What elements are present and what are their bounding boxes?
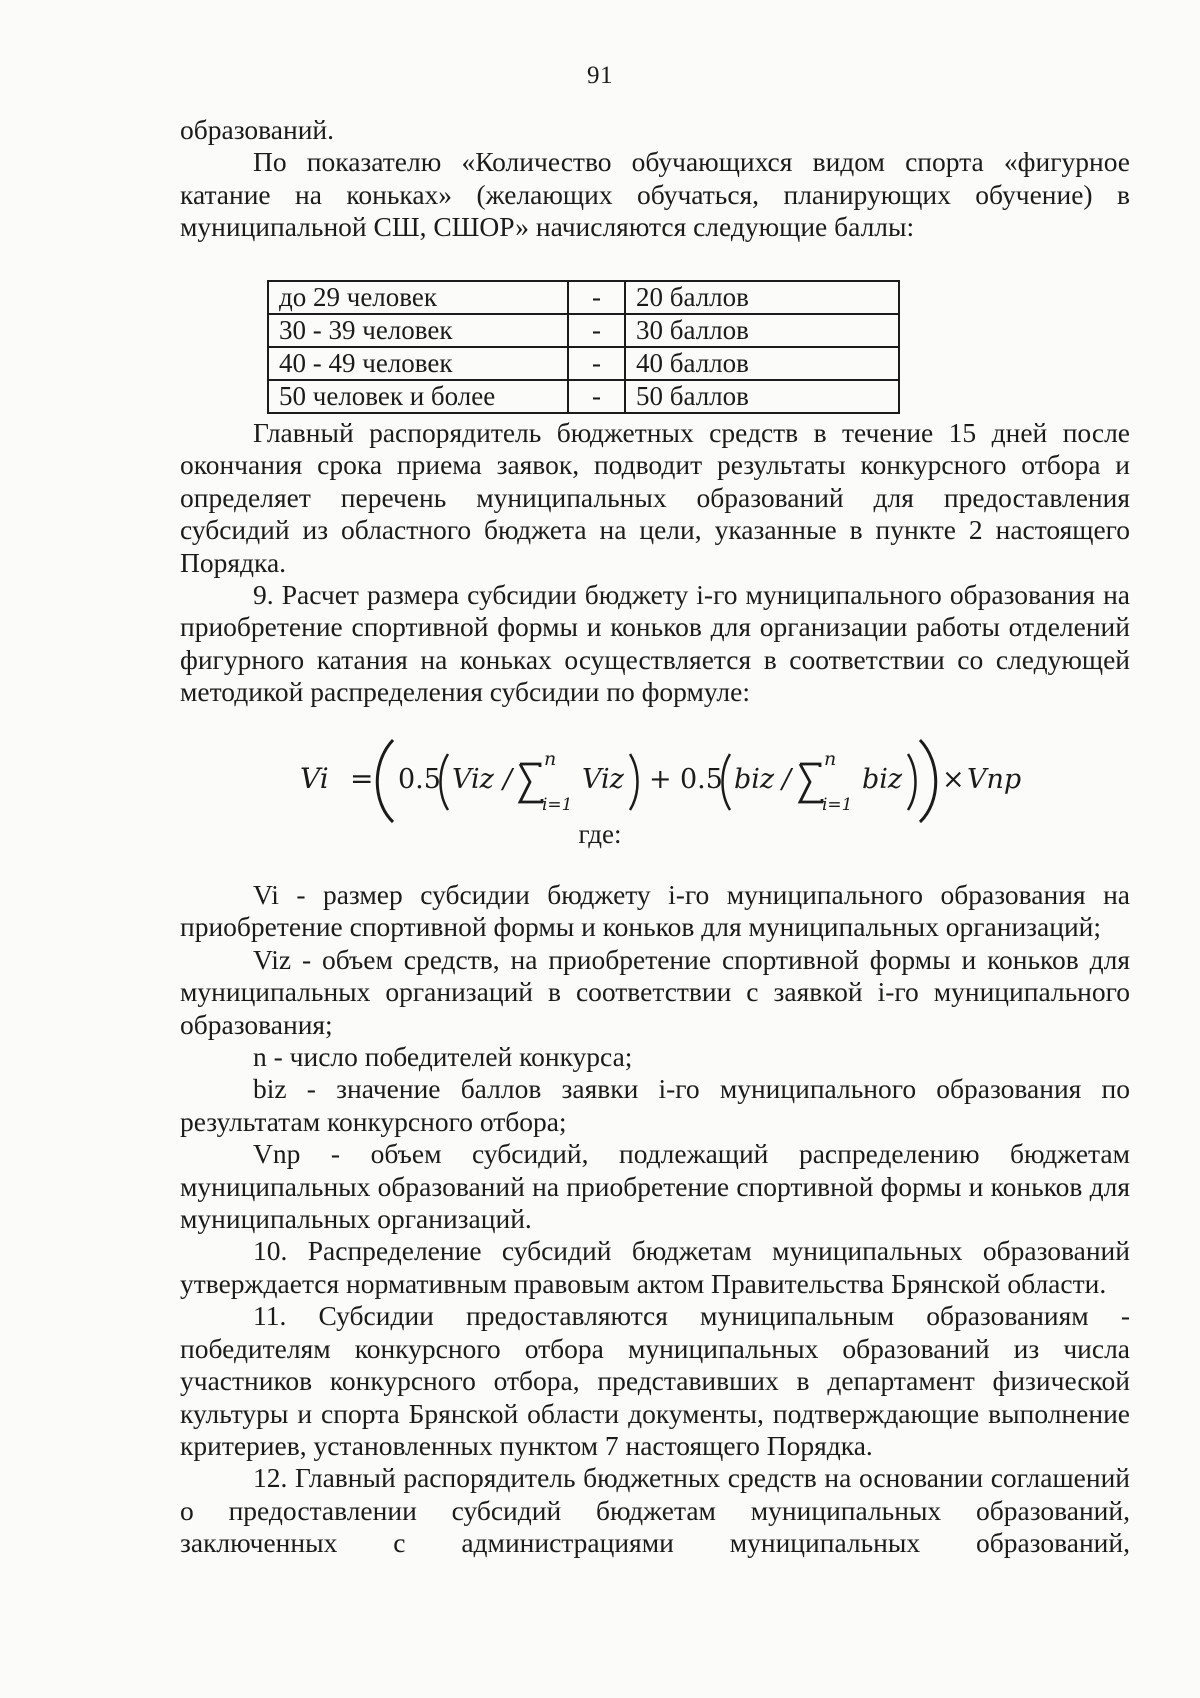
subsidy-formula — [300, 732, 1020, 818]
formula-sum-lower-1: i=1 — [542, 795, 573, 815]
formula-times: × — [942, 764, 965, 795]
formula-slash-1: / — [503, 764, 513, 795]
definition-vi: Vi - размер субсидии бюджету i-го муниципального образования на приобретение спортивной формы и коньков для муниципальных организаций; — [180, 879, 1130, 943]
paragraph-indicator: По показателю «Количество обучающихся видом спорта «фигурное катание на коньках» (желающих обучаться, планирующих обучение) в муниципальной СШ, СШОР» начисляются следующие баллы: — [180, 146, 1130, 243]
formula-equals: = — [350, 762, 374, 795]
score-table — [267, 280, 900, 414]
text-block-definitions — [180, 879, 1130, 1560]
paragraph-11: 11. Субсидии предоставляются муниципальным образованиям - победителям конкурсного отбора муниципальных образований из числа участников конкурсного отбора, представивших в департамент физической культуры и спорта Брянской области документы, подтверждающие выполнение критериев, установленных пунктом 7 настоящего Порядка. — [180, 1300, 1130, 1461]
table-cell-range: 40 - 49 человек — [268, 347, 568, 380]
page-number: 91 — [587, 62, 613, 89]
table-cell-dash: - — [568, 380, 625, 413]
formula-term1-den: Viz — [582, 764, 624, 795]
paragraph-intro-end: образований. — [180, 114, 335, 145]
definition-biz: biz - значение баллов заявки i-го муниципального образования по результатам конкурсного отбора; — [180, 1073, 1130, 1137]
paragraph-main-distributor: Главный распорядитель бюджетных средств в течение 15 дней после окончания срока приема заявок, подводит результаты конкурсного отбора и определяет перечень муниципальных образований для предоставления субсидий из областного бюджета на цели, указанные в пункте 2 настоящего Порядка. — [180, 417, 1130, 578]
table-cell-score: 30 баллов — [625, 314, 899, 347]
inner-left-paren-2 — [723, 754, 731, 810]
text-block-middle — [180, 417, 1130, 709]
paragraph-12: 12. Главный распорядитель бюджетных средств на основании соглашений о предоставлении субсидий бюджетам муниципальных образований, заключенных с администрациями муниципальных образований, — [180, 1462, 1130, 1559]
formula-svg — [300, 732, 1020, 822]
table-cell-range: 50 человек и более — [268, 380, 568, 413]
formula-sum-upper-2: n — [824, 748, 837, 770]
table-cell-score: 50 баллов — [625, 380, 899, 413]
text-block-top — [180, 114, 1130, 244]
outer-right-paren — [920, 740, 936, 822]
sum-icon — [520, 764, 542, 802]
formula-lhs: Vi — [300, 762, 329, 795]
table-cell-range: 30 - 39 человек — [268, 314, 568, 347]
definition-n: n - число победителей конкурса; — [253, 1041, 633, 1073]
formula-term2-den: biz — [862, 764, 903, 795]
where-label: где: — [578, 819, 622, 849]
table-cell-score: 20 баллов — [625, 281, 899, 314]
table-cell-dash: - — [568, 281, 625, 314]
formula-term2-num: biz — [734, 764, 775, 795]
table-cell-score: 40 баллов — [625, 347, 899, 380]
table-row — [268, 380, 899, 413]
definition-vnp: Vnp - объем субсидий, подлежащий распределению бюджетам муниципальных образований на приобретение спортивной формы и коньков для муниципальных организаций. — [180, 1138, 1130, 1235]
paragraph-9: 9. Расчет размера субсидии бюджету i-го муниципального образования на приобретение спортивной формы и коньков для организации работы отделений фигурного катания на коньках осуществляется в соответствии со следующей методикой распределения субсидии по формуле: — [180, 579, 1130, 708]
inner-right-paren-1 — [630, 754, 638, 810]
formula-term1-num: Viz — [452, 764, 494, 795]
formula-coef2: 0.5 — [680, 764, 723, 795]
formula-sum-lower-2: i=1 — [822, 795, 853, 815]
table-row — [268, 314, 899, 347]
table-cell-dash: - — [568, 347, 625, 380]
paragraph-10: 10. Распределение субсидий бюджетам муниципальных образований утверждается нормативным правовым актом Правительства Брянской области. — [180, 1235, 1130, 1299]
sum-icon — [800, 764, 822, 802]
formula-plus: + — [649, 764, 672, 795]
inner-left-paren-1 — [441, 754, 449, 810]
table-cell-dash: - — [568, 314, 625, 347]
formula-total: Vnp — [967, 764, 1022, 795]
inner-right-paren-2 — [908, 754, 916, 810]
definition-viz: Viz - объем средств, на приобретение спортивной формы и коньков для муниципальных организаций в соответствии с заявкой i-го муниципального образования; — [180, 943, 1130, 1040]
table-row — [268, 347, 899, 380]
table-cell-range: до 29 человек — [268, 281, 568, 314]
outer-left-paren — [377, 740, 393, 822]
table-row — [268, 281, 899, 314]
formula-sum-upper-1: n — [544, 748, 557, 770]
formula-coef1: 0.5 — [398, 764, 441, 795]
formula-slash-2: / — [782, 764, 792, 795]
